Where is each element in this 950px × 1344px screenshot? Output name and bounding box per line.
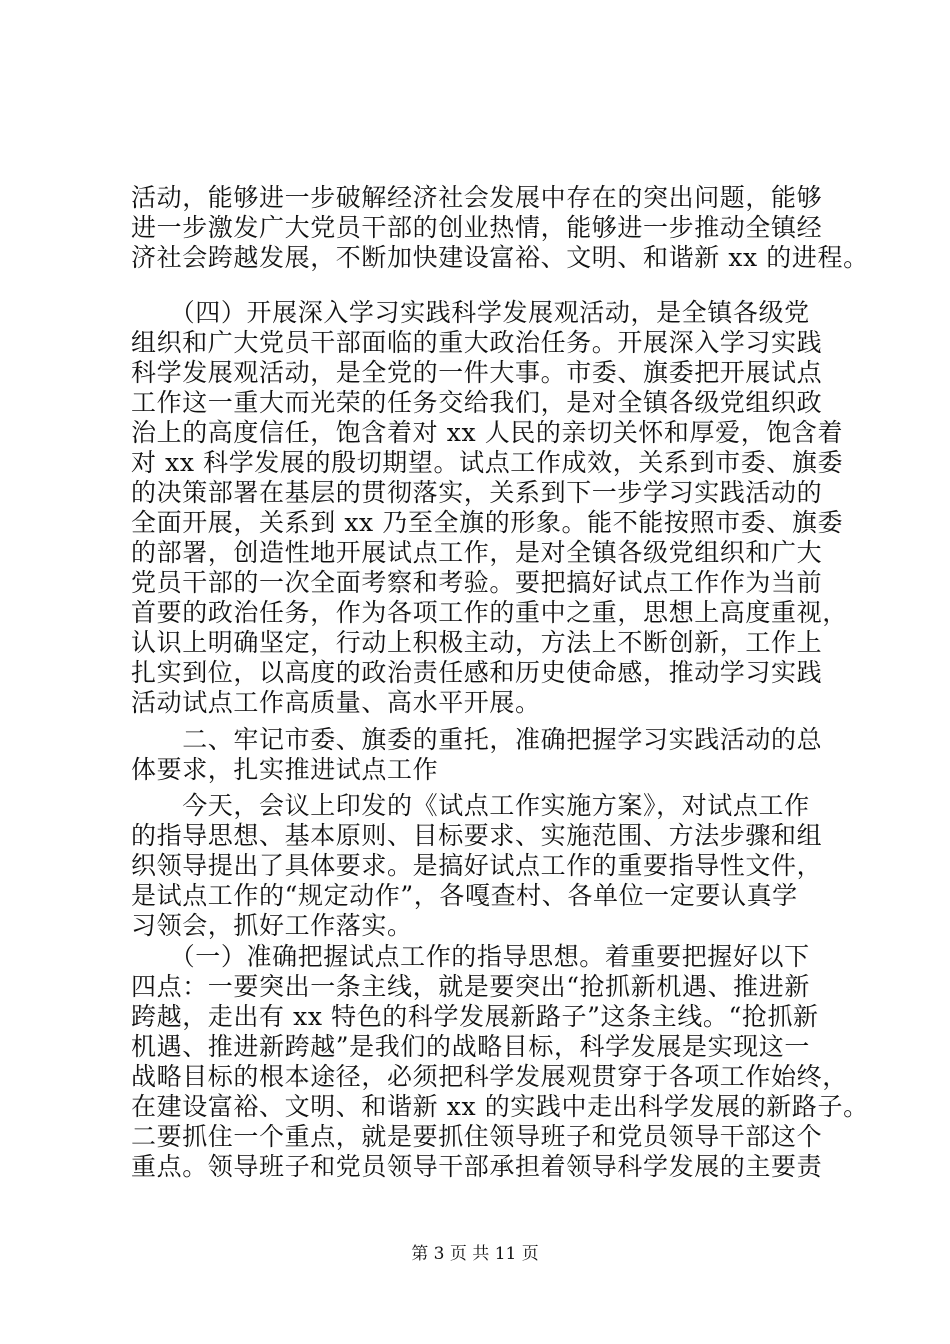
text-line: 的部署，创造性地开展试点工作，是对全镇各级党组织和广大 — [131, 538, 823, 567]
text-line: 跨越，走出有 xx 特色的科学发展新路子”这条主线。“抢抓新 — [131, 1002, 819, 1031]
text-line: 四点：一要突出一条主线，就是要突出“抢抓新机遇、推进新 — [131, 972, 810, 1001]
text-line: 在建设富裕、文明、和谐新 xx 的实践中走出科学发展的新路子。 — [131, 1092, 869, 1121]
text-line: 党员干部的一次全面考察和考验。要把搞好试点工作作为当前 — [131, 568, 823, 597]
text-line: 习领会，抓好工作落实。 — [131, 911, 413, 940]
text-line: 组织和广大党员干部面临的重大政治任务。开展深入学习实践 — [131, 328, 823, 357]
text-line: 首要的政治任务，作为各项工作的重中之重，思想上高度重视， — [131, 598, 848, 627]
text-line: 战略目标的根本途径，必须把科学发展观贯穿于各项工作始终， — [131, 1062, 848, 1091]
text-line: 的决策部署在基层的贯彻落实，关系到下一步学习实践活动的 — [131, 478, 823, 507]
text-line: 机遇、推进新跨越”是我们的战略目标，科学发展是实现这一 — [131, 1032, 810, 1061]
text-line: 的指导思想、基本原则、目标要求、实施范围、方法步骤和组 — [131, 821, 823, 850]
text-line: 科学发展观活动，是全党的一件大事。市委、旗委把开展试点 — [131, 358, 823, 387]
page-footer: 第 3 页 共 11 页 — [411, 1244, 539, 1264]
text-line: 活动试点工作高质量、高水平开展。 — [131, 688, 541, 717]
text-line: 重点。领导班子和党员领导干部承担着领导科学发展的主要责 — [131, 1152, 823, 1181]
section-heading: 二、牢记市委、旗委的重托，准确把握学习实践活动的总 — [131, 725, 823, 754]
text-line: 治上的高度信任，饱含着对 xx 人民的亲切关怀和厚爱，饱含着 — [131, 418, 844, 447]
text-line: 二要抓住一个重点，就是要抓住领导班子和党员领导干部这个 — [131, 1122, 823, 1151]
text-line: 工作这一重大而光荣的任务交给我们，是对全镇各级党组织政 — [131, 388, 823, 417]
text-line: （一）准确把握试点工作的指导思想。着重要把握好以下 — [131, 942, 810, 971]
text-line: 活动，能够进一步破解经济社会发展中存在的突出问题，能够 — [131, 183, 823, 212]
text-line: 进一步激发广大党员干部的创业热情，能够进一步推动全镇经 — [131, 213, 823, 242]
text-line: 济社会跨越发展，不断加快建设富裕、文明、和谐新 xx 的进程。 — [131, 243, 869, 272]
text-line: 织领导提出了具体要求。是搞好试点工作的重要指导性文件， — [131, 851, 823, 880]
text-line: 对 xx 科学发展的殷切期望。试点工作成效，关系到市委、旗委 — [131, 448, 844, 477]
text-line: 是试点工作的“规定动作”，各嘎查村、各单位一定要认真学 — [131, 881, 798, 910]
text-line: 今天，会议上印发的《试点工作实施方案》，对试点工作 — [131, 791, 810, 820]
text-line: （四）开展深入学习实践科学发展观活动，是全镇各级党 — [131, 298, 810, 327]
text-line: 扎实到位，以高度的政治责任感和历史使命感，推动学习实践 — [131, 658, 823, 687]
text-line: 全面开展，关系到 xx 乃至全旗的形象。能不能按照市委、旗委 — [131, 508, 844, 537]
text-line: 认识上明确坚定，行动上积极主动，方法上不断创新，工作上 — [131, 628, 823, 657]
section-heading: 体要求，扎实推进试点工作 — [131, 755, 439, 784]
